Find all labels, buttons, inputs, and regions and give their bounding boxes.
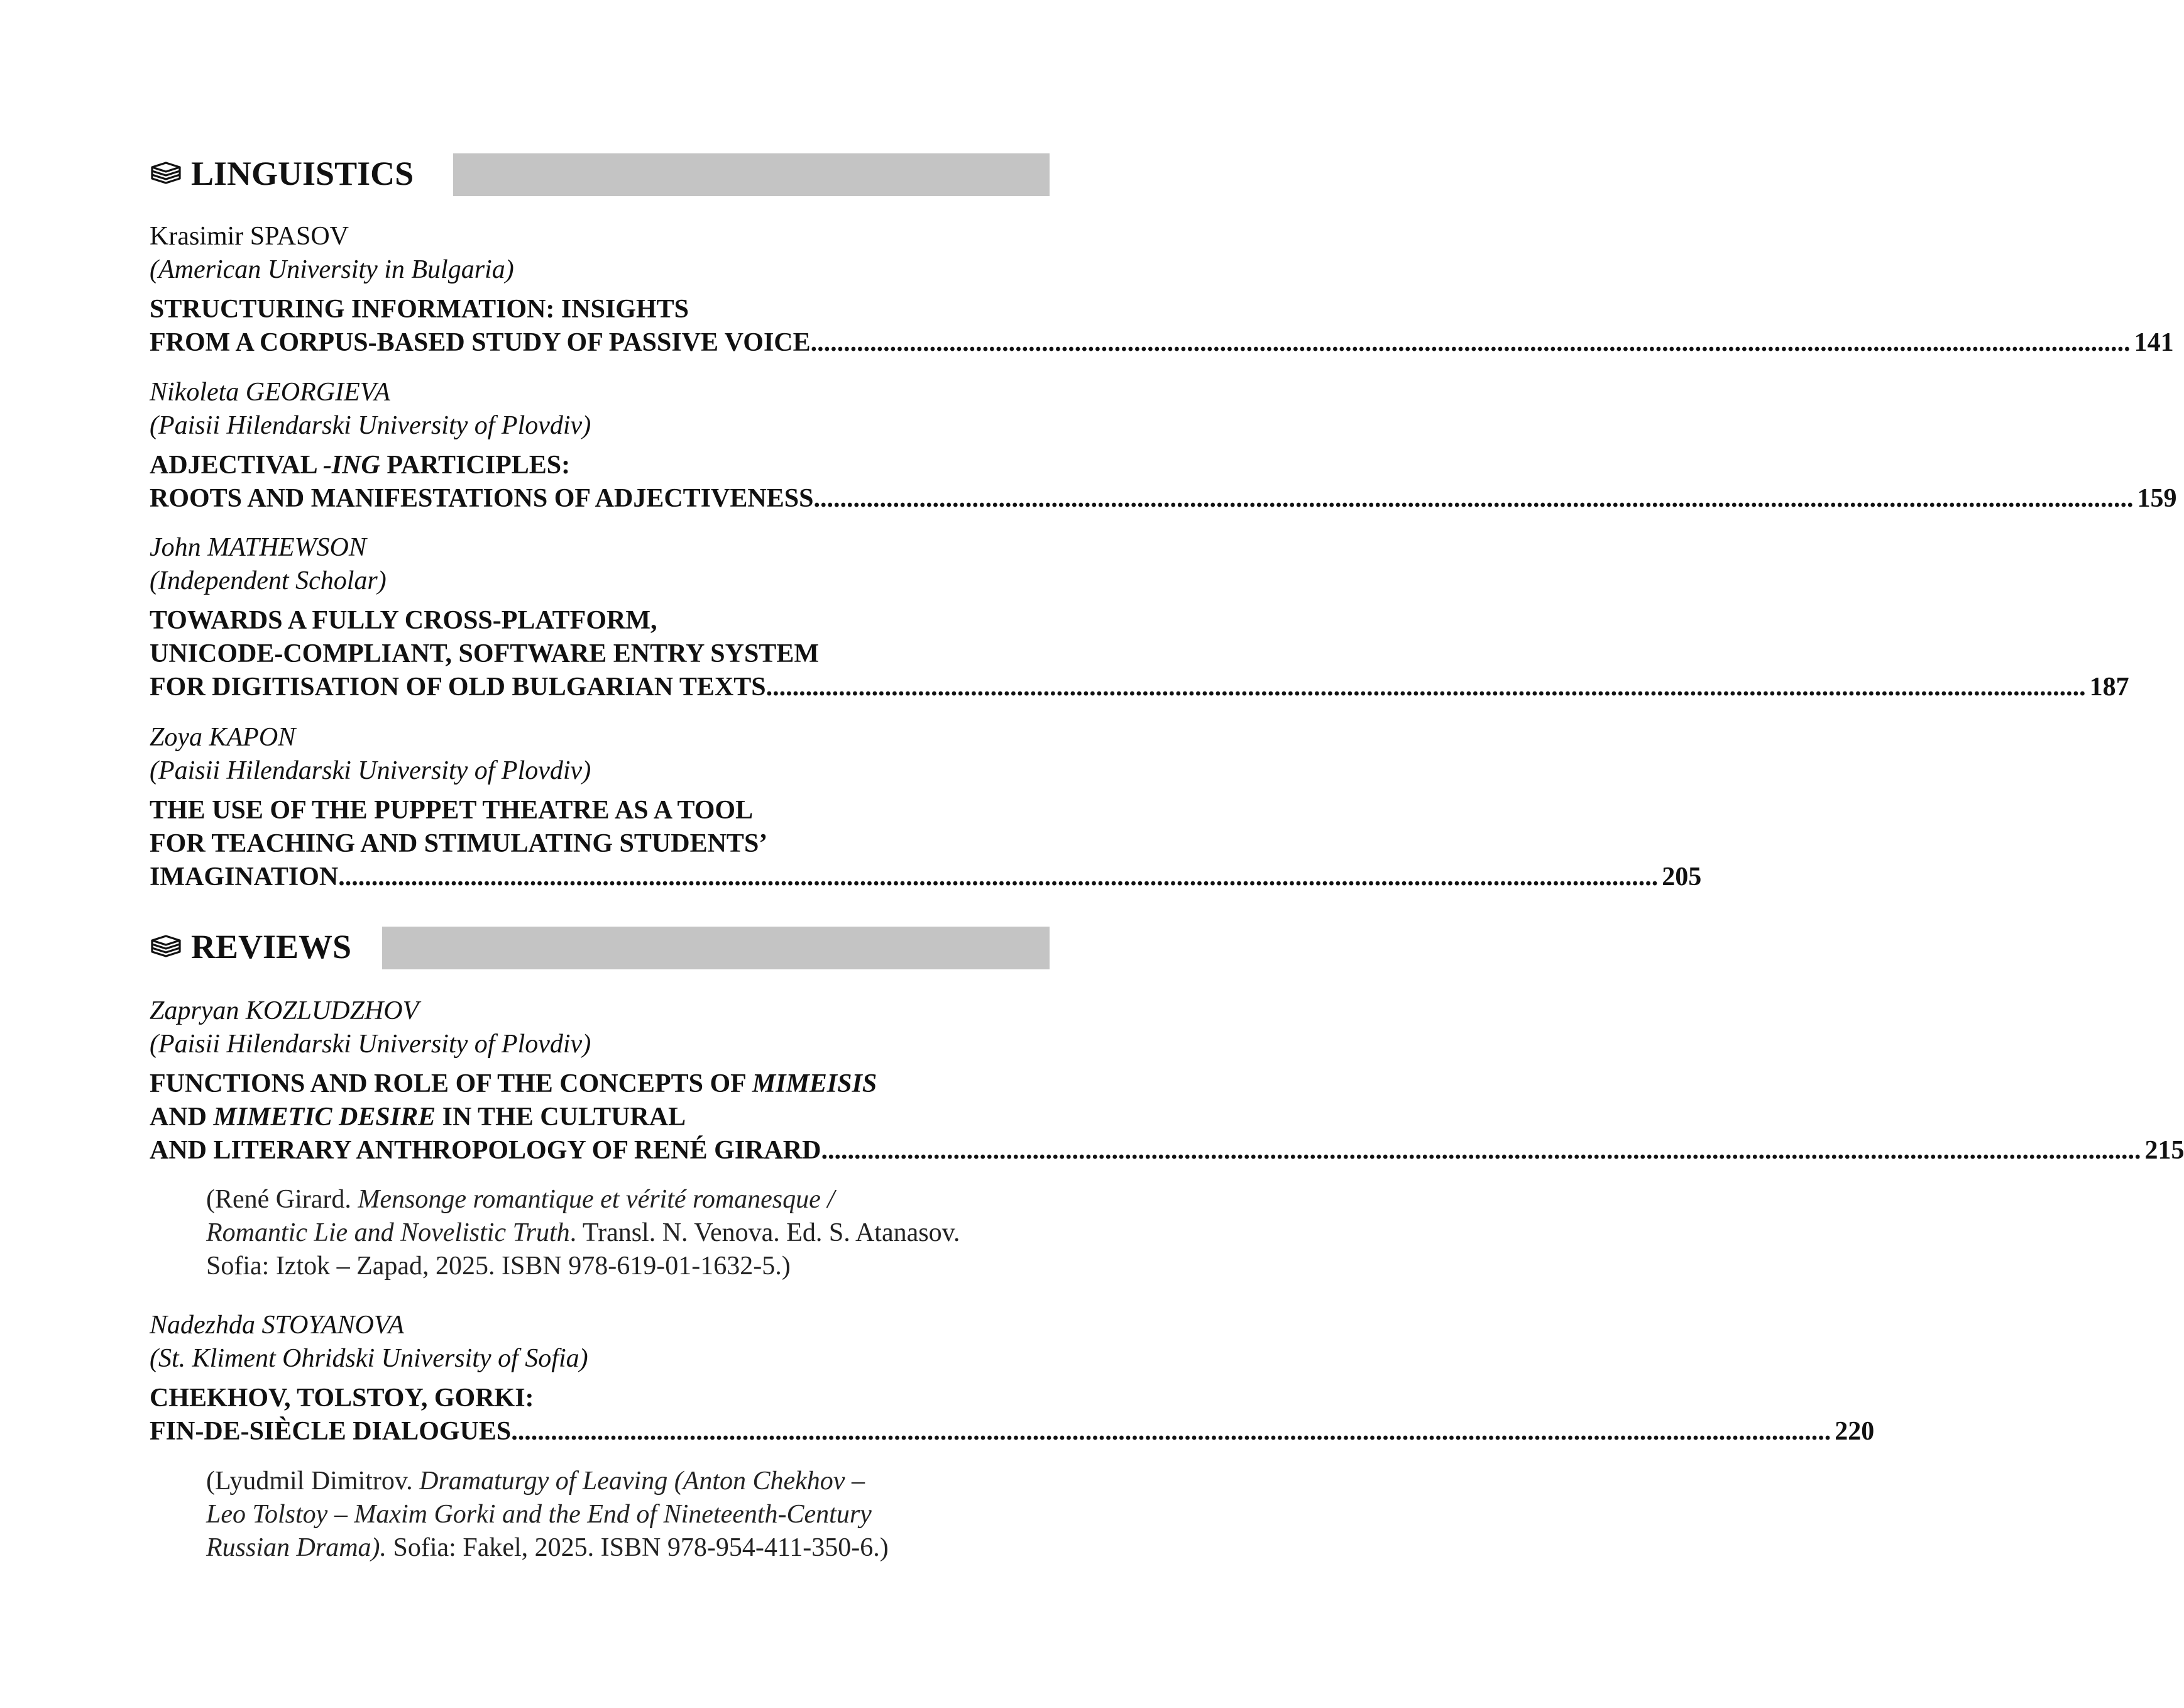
title-text: PARTICIPLES: bbox=[380, 451, 571, 480]
entry-title[interactable] bbox=[150, 1067, 2184, 1167]
entry-author: John MATHEWSON bbox=[150, 533, 366, 562]
title-text: FUNCTIONS AND ROLE OF THE CONCEPTS OF bbox=[150, 1069, 752, 1098]
note-italic-text: Mensonge romantique et vérité romanesque / bbox=[358, 1185, 835, 1214]
entry-title-text: FIN-DE-SIÈCLE DIALOGUES bbox=[150, 1417, 512, 1446]
note-italic-text: Leo Tolstoy – Maxim Gorki and the End of Nineteenth-Century bbox=[206, 1500, 872, 1529]
entry-title-text: AND LITERARY ANTHROPOLOGY OF RENÉ GIRARD bbox=[150, 1136, 821, 1165]
entry-author: Nadezhda STOYANOVA bbox=[150, 1311, 405, 1340]
entry-affiliation: (Paisii Hilendarski University of Plovdiv) bbox=[150, 756, 591, 785]
title-text: AND bbox=[150, 1103, 214, 1132]
entry-title-line bbox=[150, 1415, 1875, 1448]
entry-title-line: TOWARDS A FULLY CROSS-PLATFORM, bbox=[150, 606, 657, 635]
entry-affiliation: (Independent Scholar) bbox=[150, 566, 387, 595]
note-italic-text: Russian Drama). bbox=[206, 1533, 387, 1562]
entry-affiliation: (American University in Bulgaria) bbox=[150, 255, 514, 284]
toc-entry-kapon bbox=[150, 721, 1702, 894]
note-italic-text: Romantic Lie and Novelistic Truth bbox=[206, 1218, 570, 1247]
review-bibliographic-note bbox=[206, 1183, 1050, 1283]
note-text: (Lyudmil Dimitrov. bbox=[206, 1467, 420, 1496]
entry-title-line bbox=[150, 671, 2129, 704]
entry-title-line: FOR TEACHING AND STIMULATING STUDENTS’ bbox=[150, 829, 768, 858]
page-number: 141 bbox=[2134, 328, 2174, 357]
entry-title-line bbox=[150, 1134, 2184, 1167]
entry-title-line bbox=[150, 326, 2174, 360]
page-number: 220 bbox=[1835, 1417, 1875, 1446]
dot-leader: ........................................................................................................................................................................................................ bbox=[813, 484, 2134, 513]
entry-title-text: IMAGINATION bbox=[150, 862, 339, 891]
title-italic-text: MIMEISIS bbox=[752, 1069, 877, 1098]
toc-entry-spasov bbox=[150, 220, 2174, 360]
page-number: 205 bbox=[1662, 862, 1702, 891]
entry-title[interactable] bbox=[150, 604, 2129, 704]
entry-title-line: STRUCTURING INFORMATION: INSIGHTS bbox=[150, 295, 689, 324]
section-header-linguistics bbox=[150, 151, 1050, 196]
entry-title[interactable] bbox=[150, 1382, 1875, 1448]
books-stack-icon bbox=[150, 161, 182, 186]
toc-entry-kozludzhov bbox=[150, 994, 2184, 1167]
entry-title-line bbox=[150, 449, 1050, 482]
entry-title-text: ROOTS AND MANIFESTATIONS OF ADJECTIVENESS bbox=[150, 484, 814, 513]
dot-leader: ........................................................................................................................................................................................................ bbox=[821, 1136, 2141, 1165]
entry-affiliation: (St. Kliment Ohridski University of Sofia) bbox=[150, 1344, 588, 1373]
toc-entry-georgieva bbox=[150, 376, 2177, 515]
note-text: . Transl. N. Venova. Ed. S. Atanasov. bbox=[569, 1218, 960, 1247]
entry-title-text: FROM A CORPUS-BASED STUDY OF PASSIVE VOICE bbox=[150, 328, 811, 357]
entry-title-line: CHEKHOV, TOLSTOY, GORKI: bbox=[150, 1384, 534, 1413]
dot-leader: ........................................................................................................................................................................................................ bbox=[338, 862, 1659, 891]
title-text: IN THE CULTURAL bbox=[436, 1103, 686, 1132]
section-header-reviews bbox=[150, 924, 1050, 969]
entry-title-line bbox=[150, 861, 1702, 894]
entry-title-line bbox=[150, 1101, 1050, 1134]
entry-author: Nikoleta GEORGIEVA bbox=[150, 378, 390, 407]
section-header-bar bbox=[453, 153, 1050, 196]
entry-author: Zapryan KOZLUDZHOV bbox=[150, 996, 419, 1025]
entry-author: Zoya KAPON bbox=[150, 723, 296, 752]
entry-author: Krasimir SPASOV bbox=[150, 222, 349, 251]
section-title-reviews: REVIEWS bbox=[191, 928, 352, 966]
entry-affiliation: (Paisii Hilendarski University of Plovdiv) bbox=[150, 411, 591, 440]
entry-title[interactable] bbox=[150, 293, 2174, 360]
note-italic-text: Dramaturgy of Leaving (Anton Chekhov – bbox=[419, 1467, 865, 1496]
entry-title[interactable] bbox=[150, 794, 1702, 894]
entry-title-line: THE USE OF THE PUPPET THEATRE AS A TOOL bbox=[150, 796, 754, 825]
entry-title[interactable] bbox=[150, 449, 2177, 515]
toc-entry-mathewson bbox=[150, 531, 2129, 704]
entry-title-text: FOR DIGITISATION OF OLD BULGARIAN TEXTS bbox=[150, 673, 766, 702]
note-text: Sofia: Iztok – Zapad, 2025. ISBN 978-619-01-1632-5.) bbox=[206, 1252, 791, 1281]
entry-title-line bbox=[150, 482, 2177, 515]
dot-leader: ........................................................................................................................................................................................................ bbox=[810, 328, 2131, 357]
title-text: ADJECTIVAL bbox=[150, 451, 323, 480]
books-stack-icon bbox=[150, 934, 182, 959]
toc-entry-stoyanova bbox=[150, 1309, 1875, 1448]
entry-affiliation: (Paisii Hilendarski University of Plovdiv) bbox=[150, 1030, 591, 1059]
dot-leader: ........................................................................................................................................................................................................ bbox=[511, 1417, 1831, 1446]
title-italic-text: MIMETIC DESIRE bbox=[213, 1103, 436, 1132]
page-number: 215 bbox=[2144, 1136, 2184, 1165]
page-number: 159 bbox=[2137, 484, 2177, 513]
title-italic-text: -ING bbox=[322, 451, 380, 480]
dot-leader: ........................................................................................................................................................................................................ bbox=[765, 673, 2086, 702]
review-bibliographic-note bbox=[206, 1465, 1050, 1565]
section-header-bar bbox=[382, 927, 1050, 969]
section-title-linguistics: LINGUISTICS bbox=[191, 155, 414, 192]
note-text: Sofia: Fakel, 2025. ISBN 978-954-411-350-6.) bbox=[387, 1533, 889, 1562]
entry-title-line bbox=[150, 1067, 1050, 1101]
entry-title-line: UNICODE-COMPLIANT, SOFTWARE ENTRY SYSTEM bbox=[150, 639, 819, 668]
note-text: (René Girard. bbox=[206, 1185, 358, 1214]
page-number: 187 bbox=[2089, 673, 2129, 702]
